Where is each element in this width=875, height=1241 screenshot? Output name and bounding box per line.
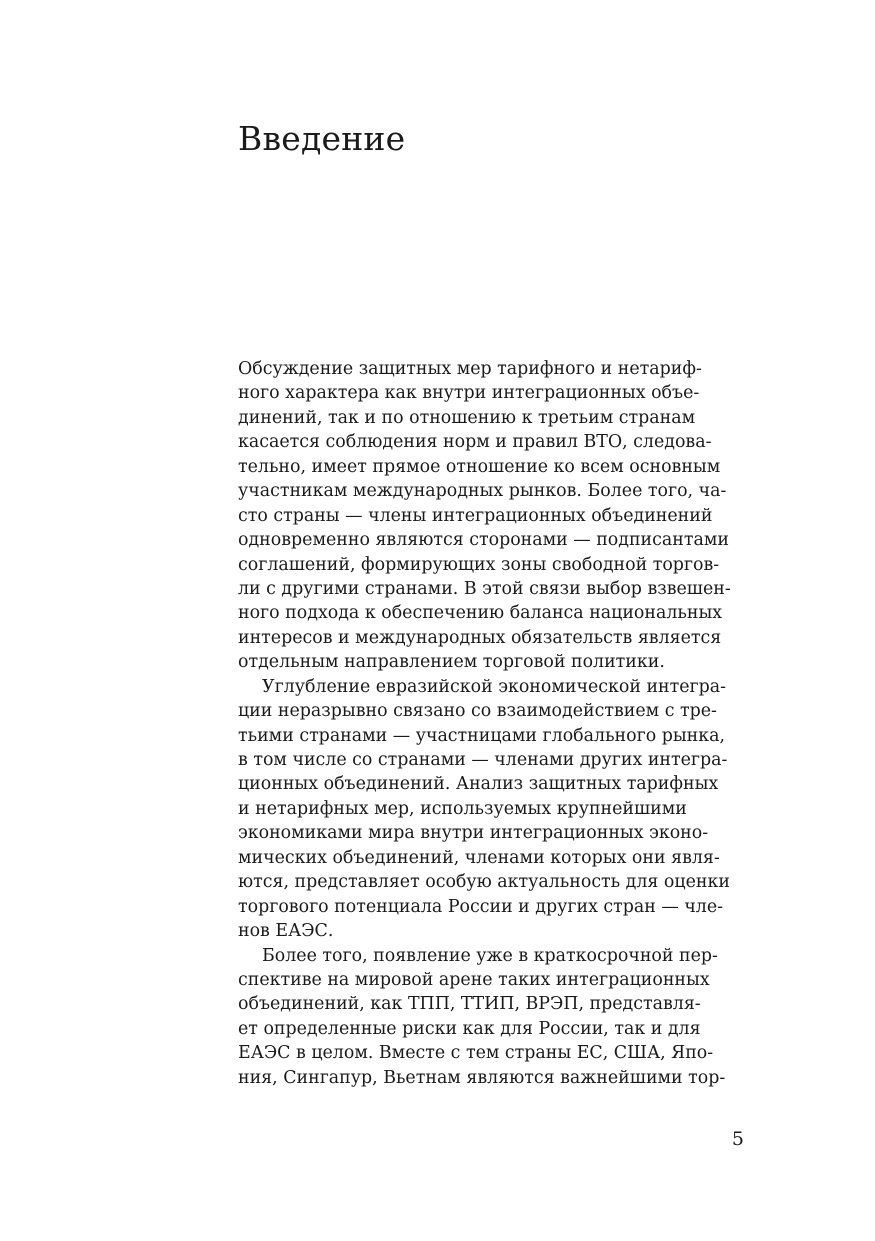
text-line: отдельным направлением торговой политики. <box>238 652 665 673</box>
text-line: объединений, как ТПП, ТТИП, ВРЭП, представля- <box>238 994 701 1015</box>
text-line: спективе на мировой арене таких интеграционных <box>238 969 710 990</box>
text-line: ного подхода к обеспечению баланса национальных <box>238 603 723 624</box>
body-text <box>238 357 758 1090</box>
text-line: касается соблюдения норм и правил ВТО, следова- <box>238 432 712 453</box>
text-line: интересов и международных обязательств является <box>238 627 722 648</box>
text-line: ются, представляет особую актуальность для оценки <box>238 872 730 893</box>
text-line: ния, Сингапур, Вьетнам являются важнейшими тор- <box>238 1067 726 1088</box>
text-line: ции неразрывно связано со взаимодействием с тре- <box>238 701 717 722</box>
text-line: ли с другими странами. В этой связи выбор взвешен- <box>238 578 731 599</box>
text-line: участникам международных рынков. Более того, ча- <box>238 481 727 502</box>
text-line: в том числе со странами — членами других интегра- <box>238 750 728 770</box>
text-line: соглашений, формирующих зоны свободной торгов- <box>238 554 720 575</box>
text-line: Углубление евразийской экономической интегра- <box>262 676 727 697</box>
text-line: мических объединений, членами которых они явля- <box>238 847 720 868</box>
text-line: сто страны — члены интеграционных объединений <box>238 505 713 526</box>
text-line: нов ЕАЭС. <box>238 921 334 942</box>
text-line: экономиками мира внутри интеграционных эконо- <box>238 823 709 844</box>
text-line: ного характера как внутри интеграционных объе- <box>238 383 700 404</box>
text-line: тельно, имеет прямое отношение ко всем основным <box>238 456 721 477</box>
page-title: Введение <box>238 119 406 158</box>
text-line: ет определенные риски как для России, так и для <box>238 1018 701 1039</box>
text-line: ЕАЭС в целом. Вместе с тем страны ЕС, США, Япо- <box>238 1043 714 1064</box>
text-line: динений, так и по отношению к третьим странам <box>238 407 696 428</box>
text-line: торгового потенциала России и других стран — чле- <box>238 896 724 917</box>
text-line: Обсуждение защитных мер тарифного и нетариф- <box>238 359 702 379</box>
text-line: Более того, появление уже в краткосрочной пер- <box>262 945 718 966</box>
page-number: 5 <box>731 1128 744 1150</box>
text-line: тьими странами — участницами глобального рынка, <box>238 725 726 746</box>
text-line: одновременно являются сторонами — подписантами <box>238 530 729 551</box>
text-line: ционных объединений. Анализ защитных тарифных <box>238 774 719 795</box>
text-line: и нетарифных мер, используемых крупнейшими <box>238 798 687 819</box>
